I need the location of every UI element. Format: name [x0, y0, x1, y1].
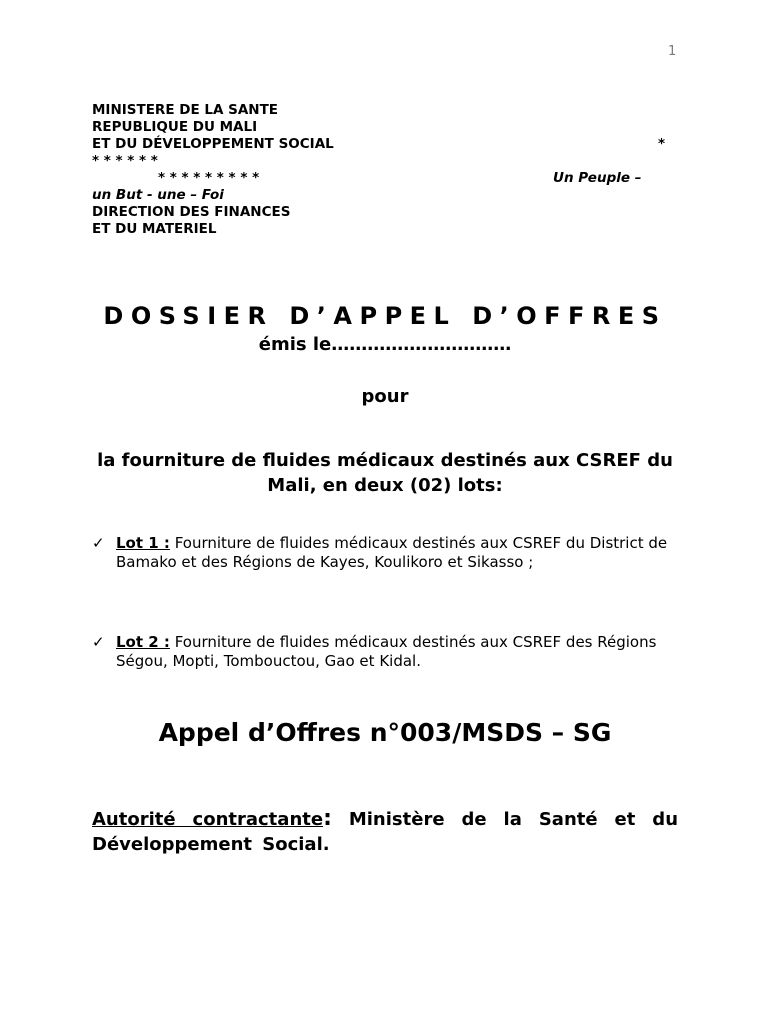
- checkmark-icon: ✓: [92, 534, 105, 552]
- lot-label: Lot 1 :: [116, 534, 170, 552]
- document-title: DOSSIER D’APPEL D’OFFRES: [103, 302, 667, 330]
- tender-subject: la fourniture de fluides médicaux destinés aux CSREF du Mali, en deux (02) lots:: [97, 450, 673, 496]
- letterhead-line: [92, 170, 672, 187]
- letterhead-line: [92, 187, 672, 204]
- motto-start: Un Peuple –: [553, 170, 642, 186]
- lot-body: [116, 534, 682, 572]
- letterhead-line: [92, 136, 672, 153]
- letterhead: [92, 102, 672, 238]
- star-separator: * * * * * * * * *: [158, 170, 260, 186]
- authority-label: Autorité contractante: [92, 809, 324, 830]
- contracting-authority: [92, 806, 678, 857]
- letterhead-line: [92, 221, 672, 238]
- authority-name: Ministère de la Santé et du Développement Social.: [92, 809, 679, 855]
- lot-item: [92, 633, 682, 671]
- star-ornament: *: [658, 136, 666, 152]
- letterhead-line: [92, 102, 672, 119]
- republic-name: REPUBLIQUE DU MALI: [92, 119, 258, 135]
- page-number: 1: [668, 44, 677, 59]
- lot-description: Fourniture de fluides médicaux destinés aux CSREF des Régions Ségou, Mopti, Tombouctou, Gao et Kidal.: [116, 633, 657, 670]
- checkmark-icon: ✓: [92, 633, 105, 651]
- lot-body: [116, 633, 682, 671]
- ministry-name: MINISTERE DE LA SANTE: [92, 102, 279, 118]
- letterhead-line: [92, 153, 672, 170]
- ministry-name-continued: ET DU DÉVELOPPEMENT SOCIAL: [92, 136, 334, 152]
- lot-item: [92, 534, 682, 572]
- letterhead-line: [92, 204, 672, 221]
- direction-name: DIRECTION DES FINANCES: [92, 204, 291, 220]
- star-separator: * * * * * *: [92, 153, 158, 169]
- pour-label: pour: [361, 386, 409, 407]
- lot-description: Fourniture de fluides médicaux destinés aux CSREF du District de Bamako et des Régions de Kayes, Koulikoro et Sikasso ;: [116, 534, 668, 571]
- issue-date-line: émis le…………………………: [258, 334, 512, 355]
- lot-label: Lot 2 :: [116, 633, 170, 651]
- authority-colon: :: [323, 806, 332, 831]
- tender-reference: Appel d’Offres n°003/MSDS – SG: [158, 718, 612, 747]
- letterhead-line: [92, 119, 672, 136]
- direction-name-continued: ET DU MATERIEL: [92, 221, 217, 237]
- motto-end: un But - une – Foi: [92, 187, 224, 203]
